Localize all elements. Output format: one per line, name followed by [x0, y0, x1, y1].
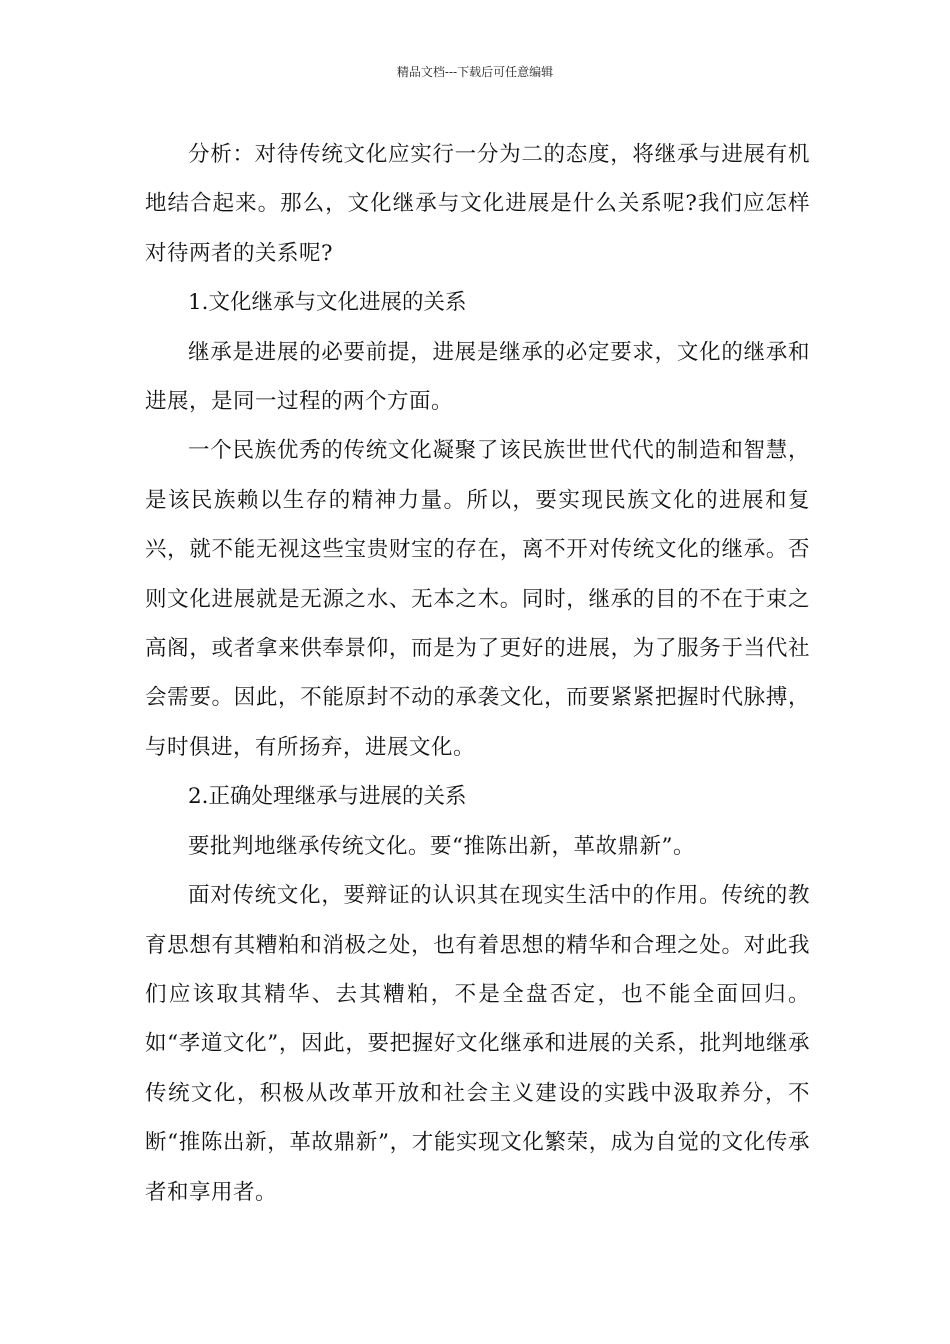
paragraph-analysis: 分析：对待传统文化应实行一分为二的态度，将继承与进展有机地结合起来。那么，文化继承与文化进展是什么关系呢?我们应怎样对待两者的关系呢?: [145, 142, 810, 266]
section-heading-2: 2.正确处理继承与进展的关系: [188, 784, 467, 810]
page-header: 精品文档---下载后可任意编辑: [396, 65, 554, 79]
paragraph-national-culture: 一个民族优秀的传统文化凝聚了该民族世世代代的制造和智慧，是该民族赖以生存的精神力量。所以，要实现民族文化的进展和复兴，就不能无视这些宝贵财宝的存在，离不开对传统文化的继承。否则文化进展就是无源之水、无本之木。同时，继承的目的不在于束之高阁，或者拿来供奉景仰，而是为了更好的进展，为了服务于当代社会需要。因此，不能原封不动的承袭文化，而要紧紧把握时代脉搏，与时俱进，有所扬弃，进展文化。: [145, 438, 810, 760]
paragraph-traditional-culture: 面对传统文化，要辩证的认识其在现实生活中的作用。传统的教育思想有其糟粕和消极之处，也有着思想的精华和合理之处。对此我们应该取其精华、去其糟粕，不是全盘否定，也不能全面回归。如“孝道文化”，因此，要把握好文化继承和进展的关系，批判地继承传统文化，积极从改革开放和社会主义建设的实践中汲取养分，不断“推陈出新，革故鼎新”，才能实现文化繁荣，成为自觉的文化传承者和享用者。: [145, 883, 810, 1205]
document-body: [145, 130, 810, 1217]
section-heading-1: 1.文化继承与文化进展的关系: [188, 290, 467, 316]
paragraph-inheritance-premise: 继承是进展的必要前提，进展是继承的必定要求，文化的继承和进展，是同一过程的两个方面。: [145, 339, 810, 415]
paragraph-critical-inheritance: 要批判地继承传统文化。要“推陈出新，革故鼎新”。: [188, 833, 695, 859]
